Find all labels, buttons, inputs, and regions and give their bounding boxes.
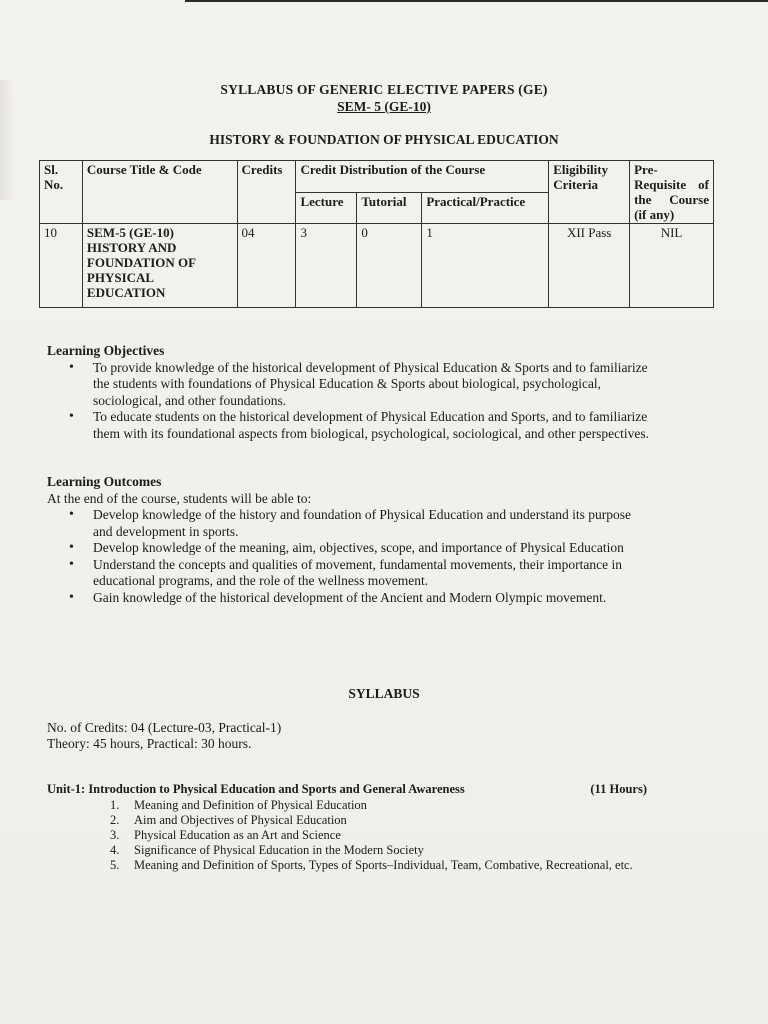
cell-eligibility: XII Pass [549,224,630,308]
list-item [110,843,650,858]
list-item: • Gain knowledge of the historical development of the Ancient and Modern Olympic movement. [47,590,647,607]
cell-lecture: 3 [296,224,357,308]
header-sl-no: Sl. No. [40,161,83,224]
topic-text: Aim and Objectives of Physical Education [134,813,347,827]
list-item [110,828,650,843]
list-item: • Develop knowledge of the history and foundation of Physical Education and understand its purpose and development in sports. [47,507,647,540]
learning-objectives-list [47,360,667,443]
topic-text: Meaning and Definition of Sports, Types of Sports–Individual, Team, Combative, Recreational, etc. [134,858,633,872]
table-row [40,224,714,308]
cell-credits: 04 [237,224,296,308]
list-item: • Understand the concepts and qualities of movement, fundamental movements, their importance in educational programs, and the role of the wellness movement. [47,557,647,590]
header-tutorial: Tutorial [357,192,422,224]
list-item [110,798,650,813]
header-eligibility: Eligibility Criteria [549,161,630,224]
cell-tutorial: 0 [357,224,422,308]
header-credits: Credits [237,161,296,224]
document-title: SYLLABUS OF GENERIC ELECTIVE PAPERS (GE) [220,82,548,97]
header-course-title: Course Title & Code [82,161,237,224]
learning-objectives-section [47,343,667,442]
topic-number: 4. [110,843,120,857]
unit-1-title: Unit-1: Introduction to Physical Education and Sports and General Awareness [47,782,465,796]
learning-objectives-title: Learning Objectives [47,343,165,358]
cell-course-title: SEM-5 (GE-10) HISTORY AND FOUNDATION OF PHYSICAL EDUCATION [82,224,237,308]
list-item: • Develop knowledge of the meaning, aim, objectives, scope, and importance of Physical Education [47,540,647,557]
cell-sl-no: 10 [40,224,83,308]
topic-text: Meaning and Definition of Physical Education [134,798,367,812]
header-practical: Practical/Practice [422,192,549,224]
header-credit-distribution: Credit Distribution of the Course [296,161,549,193]
syllabus-title: SYLLABUS [348,686,420,701]
top-border-line [185,0,768,2]
cell-practical: 1 [422,224,549,308]
topic-text: Significance of Physical Education in the Modern Society [134,843,424,857]
credits-line: No. of Credits: 04 (Lecture-03, Practical-1) [47,720,282,735]
unit-1-heading [47,782,647,797]
course-details-table [39,160,714,308]
list-item: • To educate students on the historical development of Physical Education and Sports, and to familiarize them with its foundational aspects from biological, psychological, sociological, and other perspectives. [47,409,667,442]
unit-1-topics [110,798,650,873]
credits-info [47,720,281,752]
header-lecture: Lecture [296,192,357,224]
topic-number: 1. [110,798,120,812]
list-item: • To provide knowledge of the historical development of Physical Education & Sports and to familiarize the students with foundations of Physical Education & Sports about biological, psychological, sociological, and other foundations. [47,360,667,410]
topic-number: 5. [110,858,120,872]
course-heading: HISTORY & FOUNDATION OF PHYSICAL EDUCATION [209,132,559,147]
learning-outcomes-section [47,474,647,606]
topic-number: 3. [110,828,120,842]
learning-outcomes-title: Learning Outcomes [47,474,162,489]
hours-line: Theory: 45 hours, Practical: 30 hours. [47,736,252,751]
topic-text: Physical Education as an Art and Science [134,828,341,842]
learning-outcomes-list [47,507,647,606]
header-prerequisite: Pre-Requisite of the Course (if any) [630,161,714,224]
topic-number: 2. [110,813,120,827]
table-header-row [40,161,714,193]
semester-code: SEM- 5 (GE-10) [337,99,431,114]
list-item [110,813,650,828]
unit-1-hours: (11 Hours) [590,782,647,796]
learning-outcomes-intro: At the end of the course, students will be able to: [47,490,312,506]
cell-prerequisite: NIL [630,224,714,308]
list-item [110,858,650,873]
